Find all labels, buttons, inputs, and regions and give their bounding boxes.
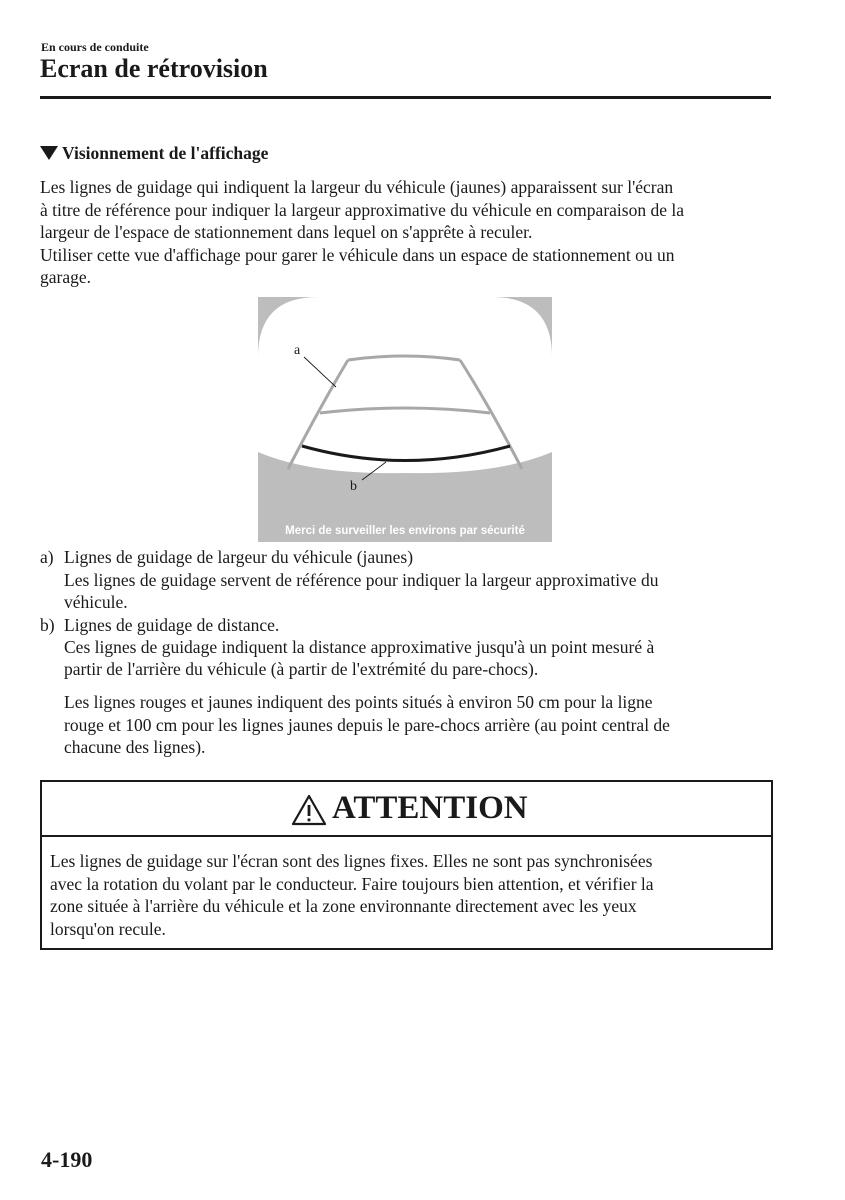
- legend-desc-line: véhicule.: [64, 592, 128, 612]
- warning-triangle-icon: [291, 794, 327, 826]
- subsection-heading: [40, 143, 268, 164]
- label-a: a: [294, 343, 301, 358]
- intro-line: largeur de l'espace de stationnement dans lequel on s'apprête à reculer.: [40, 222, 533, 242]
- title-divider: [40, 96, 771, 99]
- note-line: chacune des lignes).: [64, 737, 206, 757]
- rear-view-camera-diagram: [258, 297, 552, 542]
- legend-title-a: Lignes de guidage de largeur du véhicule (jaunes): [64, 547, 414, 567]
- note-line: rouge et 100 cm pour les lignes jaunes depuis le pare-chocs arrière (au point central de: [64, 714, 670, 735]
- subsection-title: Visionnement de l'affichage: [62, 143, 269, 163]
- legend-title-b: Lignes de guidage de distance.: [64, 615, 280, 635]
- intro-line: Utiliser cette vue d'affichage pour garer le véhicule dans un espace de stationnement ou un: [40, 244, 675, 265]
- legend-marker-b: b): [40, 615, 55, 635]
- legend-marker-a: a): [40, 547, 54, 567]
- page-title: Ecran de rétrovision: [40, 54, 268, 83]
- legend-desc-line: partir de l'arrière du véhicule (à partir de l'extrémité du pare-chocs).: [64, 659, 539, 679]
- attention-line: avec la rotation du volant par le conducteur. Faire toujours bien attention, et vérifier la: [50, 873, 654, 894]
- attention-line: zone située à l'arrière du véhicule et la zone environnante directement avec les yeux: [50, 896, 637, 916]
- attention-header: [42, 782, 771, 837]
- attention-box: [40, 780, 773, 950]
- attention-text: [50, 850, 654, 940]
- intro-line: Les lignes de guidage qui indiquent la largeur du véhicule (jaunes) apparaissent sur l'écran: [40, 177, 674, 197]
- note-paragraph: [64, 691, 804, 759]
- intro-paragraph: [40, 176, 780, 289]
- note-line: Les lignes rouges et jaunes indiquent des points situés à environ 50 cm pour la ligne: [64, 692, 653, 712]
- attention-line: lorsqu'on recule.: [50, 918, 166, 939]
- legend-desc-line: Les lignes de guidage servent de référence pour indiquer la largeur approximative du: [64, 570, 659, 590]
- legend-desc-line: Ces lignes de guidage indiquent la distance approximative jusqu'à un point mesuré à: [64, 637, 655, 657]
- intro-line: garage.: [40, 267, 92, 287]
- page-number: 4-190: [41, 1147, 93, 1172]
- section-label: En cours de conduite: [41, 40, 149, 54]
- triangle-down-icon: [40, 146, 58, 160]
- screen-message: Merci de surveiller les environs par sécurité: [285, 525, 525, 537]
- attention-title: ATTENTION: [332, 790, 528, 826]
- attention-line: Les lignes de guidage sur l'écran sont des lignes fixes. Elles ne sont pas synchronisées: [50, 851, 653, 871]
- intro-line: à titre de référence pour indiquer la largeur approximative du véhicule en comparaison de la: [40, 199, 684, 220]
- label-b: b: [350, 479, 357, 494]
